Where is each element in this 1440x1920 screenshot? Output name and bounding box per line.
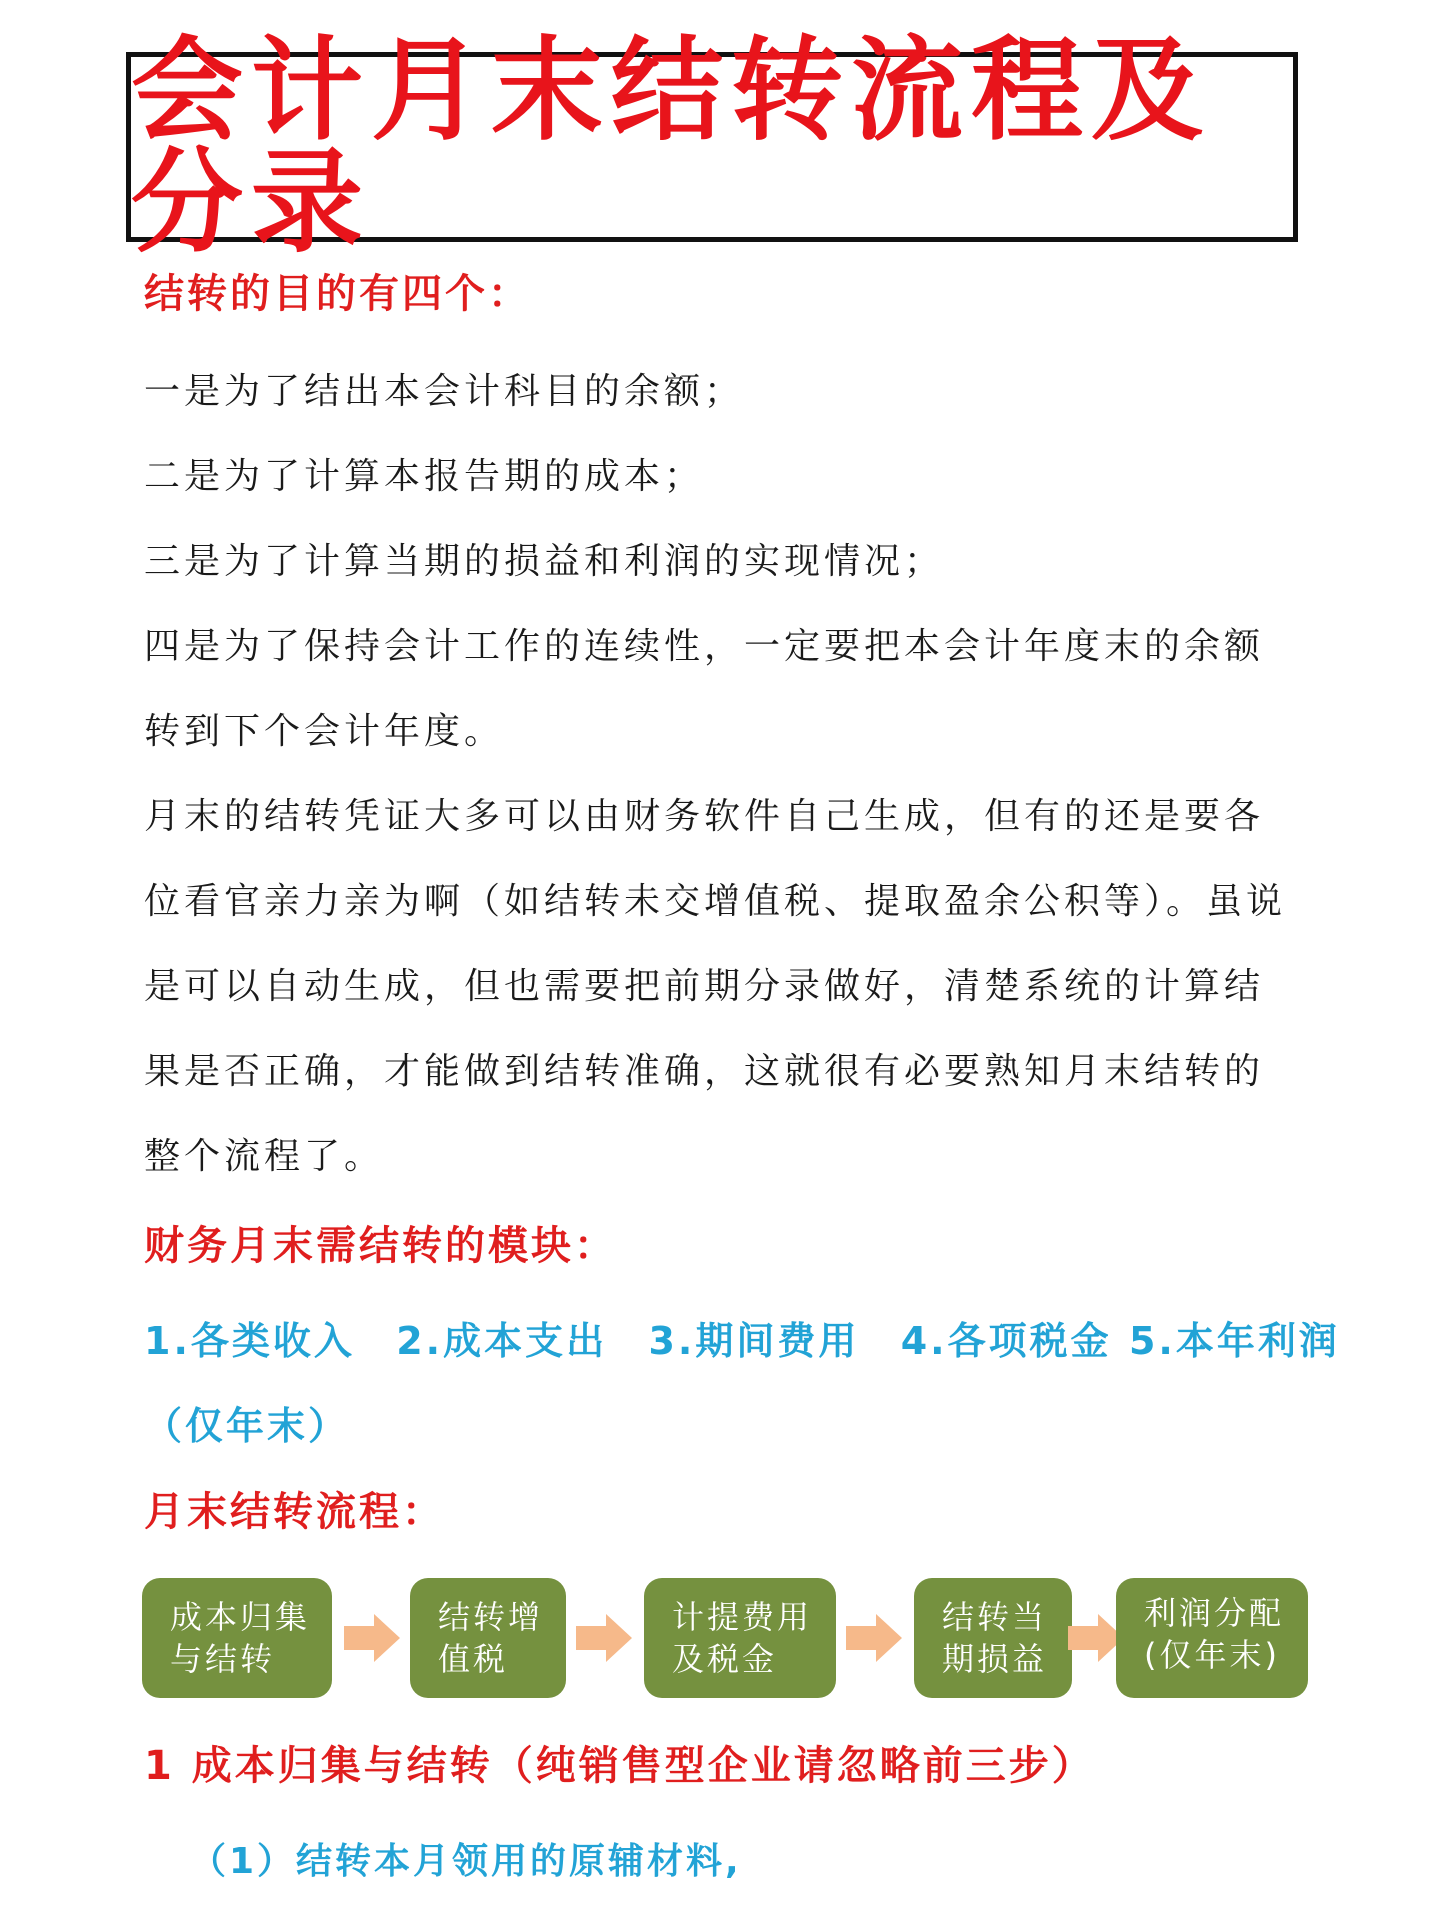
flow-step-label: 结转当 <box>942 1598 1048 1636</box>
module-item: 5.本年利润 <box>1128 1319 1340 1363</box>
flow-step-cost-collection <box>142 1578 332 1698</box>
flow-step-expense-accrual <box>644 1578 836 1698</box>
title-frame <box>126 26 1298 268</box>
flow-step-profit-distribution <box>1116 1578 1308 1698</box>
right-arrow-icon <box>576 1610 632 1666</box>
body-line: 一是为了结出本会计科目的余额； <box>144 371 745 412</box>
section1-heading: 1 成本归集与结转（纯销售型企业请忽略前三步） <box>144 1743 1095 1789</box>
modules-note: （仅年末） <box>144 1404 350 1448</box>
modules-list <box>144 1319 1340 1363</box>
modules-heading: 财务月末需结转的模块： <box>144 1223 617 1269</box>
body-line: 转到下个会计年度。 <box>144 711 505 752</box>
module-item: 4.各项税金 <box>900 1319 1112 1363</box>
flow-heading: 月末结转流程： <box>144 1489 445 1535</box>
flow-step-label: 及税金 <box>672 1640 778 1678</box>
page-title: 会计月末结转流程及分录 <box>131 26 1211 268</box>
right-arrow-icon <box>344 1610 400 1666</box>
purpose-heading: 结转的目的有四个： <box>144 271 531 317</box>
module-item: 3.期间费用 <box>648 1319 860 1363</box>
body-line: 月末的结转凭证大多可以由财务软件自己生成，但有的还是要各 <box>144 796 1265 837</box>
body-line: 二是为了计算本报告期的成本； <box>144 456 705 497</box>
body-line: 是可以自动生成，但也需要把前期分录做好，清楚系统的计算结 <box>144 966 1265 1007</box>
flow-step-label: (仅年末) <box>1144 1636 1280 1674</box>
section1-subheading: （1）结转本月领用的原辅材料, <box>190 1841 742 1882</box>
flow-step-label: 利润分配 <box>1144 1594 1285 1632</box>
body-line: 三是为了计算当期的损益和利润的实现情况； <box>144 541 945 582</box>
flow-step-label: 成本归集 <box>170 1598 311 1636</box>
body-line: 四是为了保持会计工作的连续性，一定要把本会计年度末的余额 <box>144 626 1265 667</box>
flow-step-vat-transfer <box>410 1578 566 1698</box>
flow-step-profit-loss <box>914 1578 1072 1698</box>
body-line: 位看官亲力亲为啊（如结转未交增值税、提取盈余公积等）。虽说 <box>144 881 1287 922</box>
right-arrow-icon <box>846 1610 902 1666</box>
flow-step-label: 结转增 <box>438 1598 544 1636</box>
module-item: 2.成本支出 <box>396 1319 608 1363</box>
flow-step-label: 值税 <box>438 1640 509 1678</box>
module-item: 1.各类收入 <box>144 1319 355 1363</box>
flow-step-label: 期损益 <box>942 1640 1048 1678</box>
body-line: 果是否正确，才能做到结转准确，这就很有必要熟知月末结转的 <box>144 1051 1265 1092</box>
body-line: 整个流程了。 <box>144 1136 385 1177</box>
flow-step-label: 与结转 <box>170 1640 276 1678</box>
flow-step-label: 计提费用 <box>672 1598 813 1636</box>
